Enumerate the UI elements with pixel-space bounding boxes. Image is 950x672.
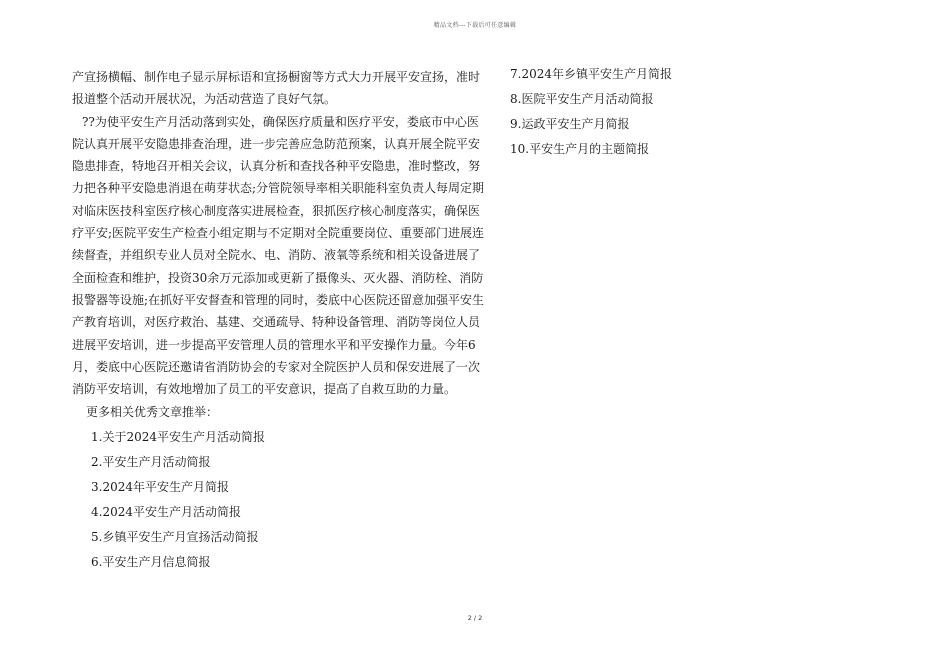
body-line: ??为使平安生产月活动落到实处，确保医疗质量和医疗平安，娄底市中心医	[82, 114, 479, 129]
body-line: 月，娄底中心医院还邀请省消防协会的专家对全院医护人员和保安进展了一次	[72, 359, 481, 374]
recommend-list-left	[72, 425, 464, 575]
recommend-link[interactable]: 6.平安生产月信息简报	[91, 555, 211, 570]
body-line: 产教育培训，对医疗救治、基建、交通疏导、特种设备管理、消防等岗位人员	[72, 315, 481, 330]
recommend-link[interactable]: 7.2024年乡镇平安生产月简报	[510, 67, 672, 81]
recommend-link[interactable]: 8.医院平安生产月活动简报	[510, 92, 654, 106]
recommend-list-right	[510, 62, 890, 162]
recommend-link[interactable]: 9.运政平安生产月简报	[510, 117, 630, 131]
body-line: 报道整个活动开展状况，为活动营造了良好气氛。	[72, 92, 337, 107]
body-line: 进展平安培训，进一步提高平安管理人员的管理水平和平安操作力量。今年6	[72, 337, 476, 352]
body-line: 消防平安培训，有效地增加了员工的平安意识，提高了自救互助的力量。	[72, 382, 457, 397]
body-line: 报警器等设施;在抓好平安督查和管理的同时，娄底中心医院还留意加强平安生	[72, 292, 485, 307]
body-line: 隐患排查，特地召开相关会议，认真分析和查找各种平安隐患，准时整改，努	[72, 159, 481, 174]
page-header: 精品文档---下载后可任意编辑	[433, 22, 517, 29]
body-line: 疗平安;医院平安生产检查小组定期与不定期对全院重要岗位、重要部门进展连	[72, 226, 485, 241]
recommend-link[interactable]: 3.2024年平安生产月简报	[91, 480, 229, 495]
body-line: 产宣扬横幅、制作电子显示屏标语和宣扬橱窗等方式大力开展平安宣扬，准时	[72, 70, 481, 84]
body-line: 全面检查和维护，投资30余万元添加或更新了摄像头、灭火器、消防栓、消防	[72, 270, 484, 285]
body-line: 续督查，并组织专业人员对全院水、电、消防、液氧等系统和相关设备进展了	[72, 248, 481, 263]
recommend-link[interactable]: 10.平安生产月的主题简报	[510, 142, 650, 156]
body-line: 力把各种平安隐患消退在萌芽状态;分管院领导率相关职能科室负责人每周定期	[72, 181, 485, 196]
recommend-link[interactable]: 4.2024平安生产月活动简报	[91, 505, 241, 520]
body-line: 对临床医技科室医疗核心制度落实进展检查，狠抓医疗核心制度落实，确保医	[72, 203, 481, 218]
right-column	[510, 62, 890, 162]
recommend-link[interactable]: 5.乡镇平安生产月宣扬活动简报	[91, 530, 259, 545]
recommend-heading: 更多相关优秀文章推举：	[86, 405, 219, 420]
page-number: 2 / 2	[467, 614, 483, 622]
left-column	[72, 66, 485, 575]
body-line: 院认真开展平安隐患排查治理，进一步完善应急防范预案，认真开展全院平安	[72, 136, 481, 151]
recommend-link[interactable]: 1.关于2024平安生产月活动简报	[91, 430, 265, 445]
recommend-link[interactable]: 2.平安生产月活动简报	[91, 455, 211, 470]
